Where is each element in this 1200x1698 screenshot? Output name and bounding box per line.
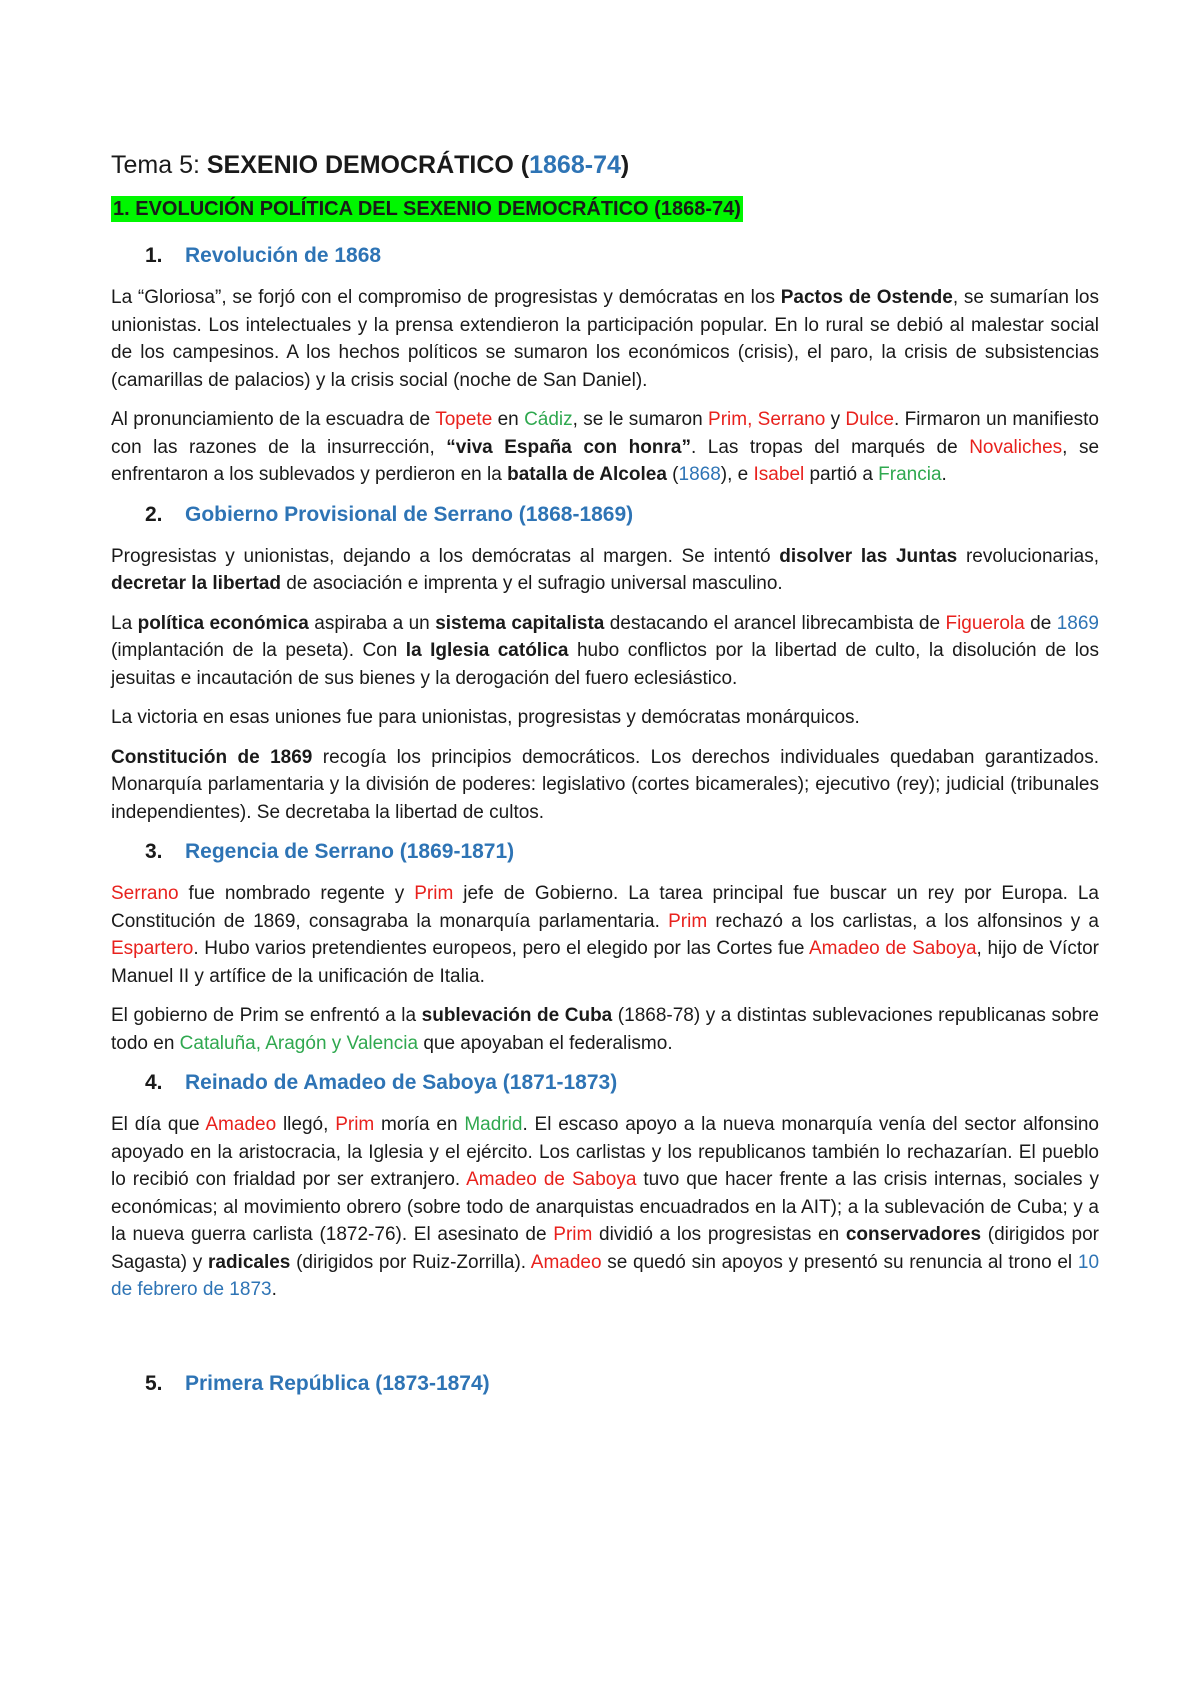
title-close: ) [620,151,630,179]
title-years: 1868-74 [529,151,621,179]
subheading-label: Reinado de Amadeo de Saboya (1871-1873) [185,1071,618,1094]
title-main: SEXENIO DEMOCRÁTICO ( [206,151,530,179]
page-title [111,148,1099,182]
subheading-label: Gobierno Provisional de Serrano (1868-1869) [185,502,634,526]
paragraph: La victoria en esas uniones fue para unionistas, progresistas y demócratas monárquicos. [111,707,860,728]
paragraph: Al pronunciamiento de la escuadra de Topete en Cádiz, se le sumaron Prim, Serrano y Dulce. Firmaron un manifiesto con las razones de la insurrección, “viva España con honra”. Las tropas del marqués de Novaliches, se enfrentaron a los sublevados y perdieron en la batalla de Alcolea (1868), e Isabel partió a Francia. [111,409,1100,485]
paragraph: Constitución de 1869 recogía los principios democráticos. Los derechos individuales quedaban garantizados. Monarquía parlamentaria y la división de poderes: legislativo (cortes bicamerales); ejecutivo (rey); judicial (tribunales independientes). Se decretaba la libertad de cultos. [111,746,1099,823]
paragraph: Serrano fue nombrado regente y Prim jefe de Gobierno. La tarea principal fue buscar un rey por Europa. La Constitución de 1869, consagraba la monarquía parlamentaria. Prim rechazó a los carlistas, a los alfonsinos y a Espartero. Hubo varios pretendientes europeos, pero el elegido por las Cortes fue Amadeo de Saboya, hijo de Víctor Manuel II y artífice de la unificación de Italia. [111,883,1100,987]
paragraph: El gobierno de Prim se enfrentó a la sublevación de Cuba (1868-78) y a distintas sublevaciones republicanas sobre todo en Cataluña, Aragón y Valencia que apoyaban el federalismo. [111,1005,1099,1054]
subheading-amadeo [145,1069,1099,1097]
subheading-number: 5. [145,1371,163,1395]
subheading-number: 3. [145,840,163,863]
subheading-label: Revolución de 1868 [185,244,382,267]
title-prefix: Tema 5: [111,151,207,179]
paragraph: La “Gloriosa”, se forjó con el compromiso de progresistas y demócratas en los Pactos de Ostende, se sumarían los unionistas. Los intelectuales y la prensa extendieron la participación popular. En lo rural se debió al malestar social de los campesinos. A los hechos políticos se sumaron los económicos (crisis), el paro, la crisis de subsistencias (camarillas de palacios) y la crisis social (noche de San Daniel). [111,287,1099,391]
subheading-regencia [145,838,1099,866]
document-body [111,148,1099,1412]
subheading-primera-republica [145,1370,1099,1398]
paragraph: El día que Amadeo llegó, Prim moría en Madrid. El escaso apoyo a la nueva monarquía venía del sector alfonsino apoyado en la aristocracia, la Iglesia y el ejército. Los carlistas y los republicanos también lo rechazarían. El pueblo lo recibió con frialdad por ser extranjero. Amadeo de Saboya tuvo que hacer frente a las crisis internas, sociales y económicas; al movimiento obrero (sobre todo de anarquistas encuadrados en la AIT); a la sublevación de Cuba; y a la nueva guerra carlista (1872-76). El asesinato de Prim dividió a los progresistas en conservadores (dirigidos por Sagasta) y radicales (dirigidos por Ruiz-Zorrilla). Amadeo se quedó sin apoyos y presentó su renuncia al trono el 10 de febrero de 1873. [111,1114,1100,1300]
paragraph: Progresistas y unionistas, dejando a los demócratas al margen. Se intentó disolver las Juntas revolucionarias, decretar la libertad de asociación e imprenta y el sufragio universal masculino. [111,545,1100,594]
subheading-number: 1. [145,244,163,267]
subheading-label: Primera República (1873-1874) [185,1371,490,1395]
subheading-revolucion [145,242,1099,270]
subheading-number: 2. [145,502,163,526]
subheading-number: 4. [145,1071,163,1094]
section-heading: 1. EVOLUCIÓN POLÍTICA DEL SEXENIO DEMOCRÁTICO (1868-74) [113,198,741,220]
spacer [111,1316,1099,1364]
subheading-gobierno-provisional [145,501,1099,529]
paragraph: La política económica aspiraba a un sistema capitalista destacando el arancel librecambista de Figuerola de 1869 (implantación de la peseta). Con la Iglesia católica hubo conflictos por la libertad de culto, la disolución de los jesuitas e incautación de sus bienes y la derogación del fuero eclesiástico. [111,612,1099,689]
subheading-label: Regencia de Serrano (1869-1871) [185,840,515,863]
